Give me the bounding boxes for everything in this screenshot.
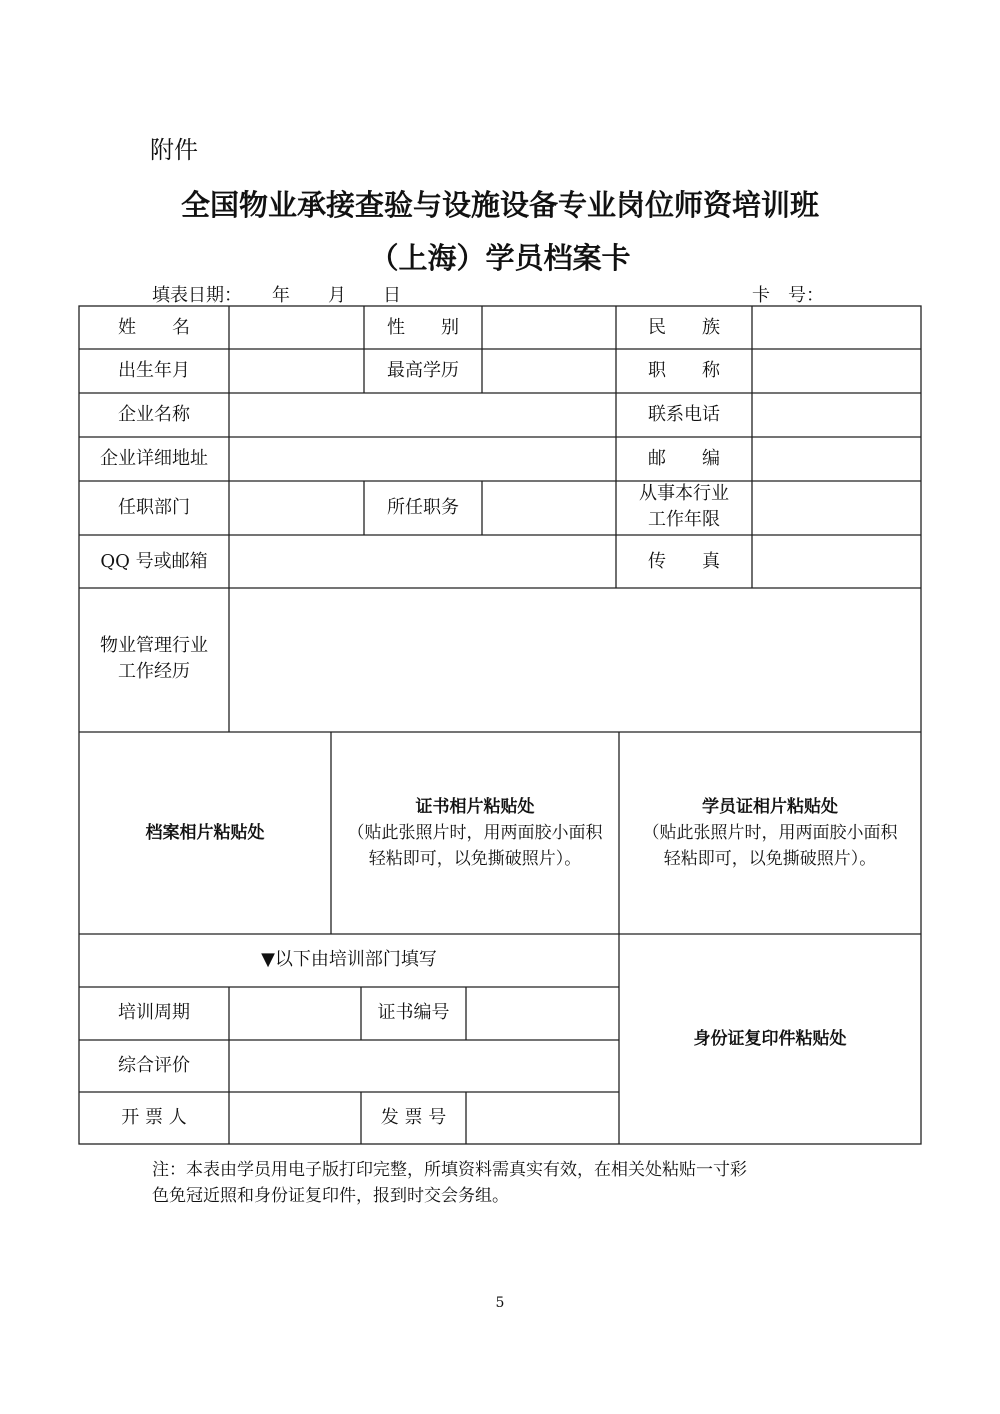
invoice-issuer-label: 开 票 人 xyxy=(121,1107,187,1128)
certificate-photo-area: 证书相片粘贴处 （贴此张照片时，用两面胶小面积 轻粘即可，以免撕破照片）。 xyxy=(347,797,603,869)
form-title-line1: 全国物业承接查验与设施设备专业岗位师资培训班 xyxy=(180,188,819,222)
name-label: 姓 名 xyxy=(118,317,190,338)
work-experience-label: 物业管理行业 工作经历 xyxy=(100,635,208,682)
footer-note-line2: 色免冠近照和身份证复印件，报到时交会务组。 xyxy=(152,1186,509,1206)
address-label: 企业详细地址 xyxy=(100,448,208,469)
day-label: 日 xyxy=(383,285,401,306)
archive-photo-area: 档案相片粘贴处 xyxy=(145,823,265,843)
page-number: 5 xyxy=(495,1295,505,1311)
company-label: 企业名称 xyxy=(118,404,190,425)
month-label: 月 xyxy=(328,285,346,306)
evaluation-label: 综合评价 xyxy=(118,1055,190,1076)
id-copy-area: 身份证复印件粘贴处 xyxy=(693,1029,847,1049)
education-label: 最高学历 xyxy=(387,360,459,381)
card-number-label: 卡 号： xyxy=(752,285,824,306)
training-section-header: ▼以下由培训部门填写 xyxy=(261,949,437,970)
fill-date-label: 填表日期： xyxy=(152,285,242,306)
postcode-label: 邮 编 xyxy=(648,448,720,469)
job-title-label: 职 称 xyxy=(648,360,720,381)
footer-note-line1: 注：本表由学员用电子版打印完整，所填资料需真实有效，在相关处粘贴一寸彩 xyxy=(152,1160,747,1180)
year-label: 年 xyxy=(272,285,290,306)
form-title-line2: （上海）学员档案卡 xyxy=(369,241,631,275)
gender-label: 性 别 xyxy=(387,317,459,338)
position-label: 所任职务 xyxy=(387,497,459,518)
invoice-number-label: 发 票 号 xyxy=(380,1107,447,1128)
birth-label: 出生年月 xyxy=(118,360,190,381)
ethnicity-label: 民 族 xyxy=(648,317,720,338)
certificate-number-label: 证书编号 xyxy=(377,1002,450,1023)
phone-label: 联系电话 xyxy=(648,404,720,425)
student-card-photo-area: 学员证相片粘贴处 （贴此张照片时，用两面胶小面积 轻粘即可，以免撕破照片）。 xyxy=(642,797,898,869)
qq-email-label: QQ 号或邮箱 xyxy=(100,551,208,572)
years-in-industry-label: 从事本行业 工作年限 xyxy=(639,483,729,530)
department-label: 任职部门 xyxy=(118,497,190,518)
attachment-label: 附件 xyxy=(150,136,198,164)
training-period-label: 培训周期 xyxy=(118,1002,190,1023)
fax-label: 传 真 xyxy=(648,551,720,572)
